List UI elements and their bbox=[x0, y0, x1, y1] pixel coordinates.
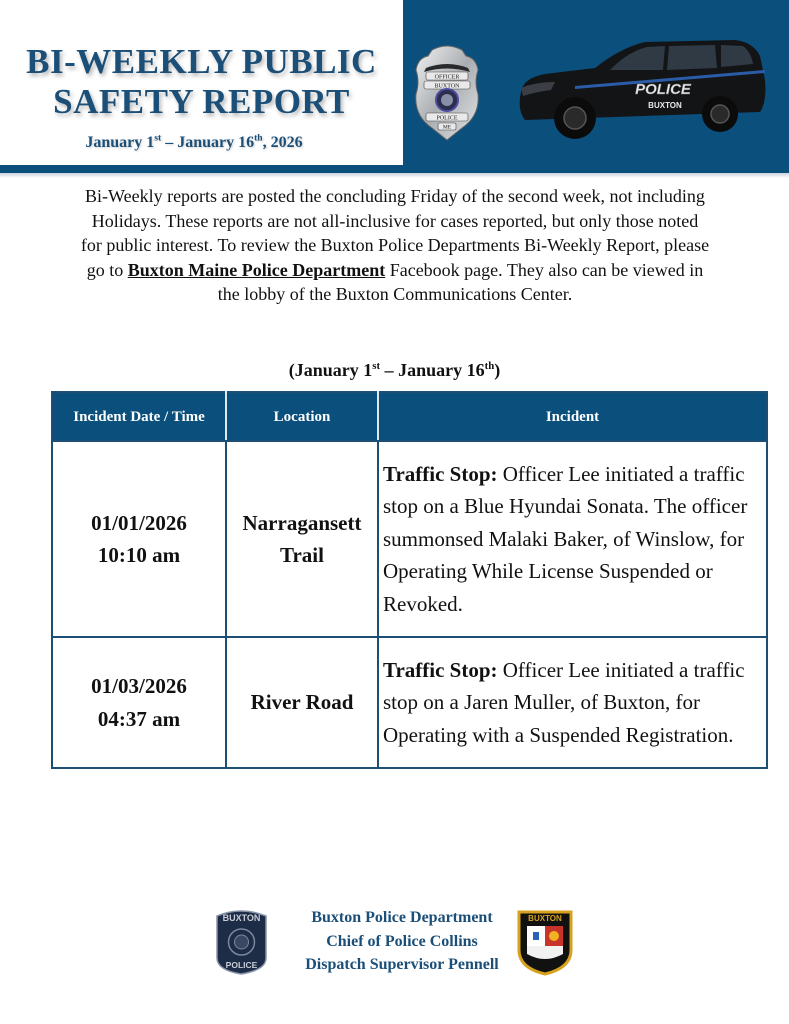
incident-text: Officer Lee initiated a traffic stop on a Blue Hyundai Sonata. The officer summonsed Malaki Baker, of Winslow, for Operating While License Suspended or Revoked. bbox=[383, 461, 748, 616]
table-date-range-heading bbox=[0, 360, 789, 381]
footer-signature bbox=[282, 906, 522, 977]
title-line-1: BI-WEEKLY PUBLIC bbox=[26, 42, 377, 81]
range-end-suffix: th bbox=[484, 360, 495, 372]
column-header-incident: Incident bbox=[378, 392, 767, 441]
range-open: (January 1 bbox=[288, 360, 373, 380]
police-badge-icon bbox=[412, 42, 482, 142]
range-start-suffix: st bbox=[372, 360, 381, 372]
date-end: January 16 bbox=[177, 134, 255, 151]
table-header-row bbox=[52, 392, 767, 441]
footer-department: Buxton Police Department bbox=[311, 909, 493, 926]
intro-text: Bi-Weekly reports are posted the concluding Friday of the second week, not including Holidays. These reports are not all-inclusive for cases reported, but only those noted for public interest. To review the Buxton Police Departments Bi-Weekly Report, please go to bbox=[80, 186, 710, 280]
table-row bbox=[52, 441, 767, 637]
header-divider-band bbox=[0, 165, 789, 173]
page-title bbox=[0, 42, 403, 122]
incident-type: Traffic Stop: bbox=[383, 461, 498, 486]
svg-text:BUXTON: BUXTON bbox=[434, 83, 460, 90]
svg-text:POLICE: POLICE bbox=[436, 115, 458, 122]
footer-chief: Chief of Police Collins bbox=[326, 932, 478, 950]
intro-paragraph bbox=[80, 184, 710, 307]
buxton-police-patch-icon bbox=[213, 906, 270, 976]
incident-date-time-cell bbox=[52, 441, 226, 637]
range-middle: – January 16 bbox=[380, 360, 485, 380]
header-shadow bbox=[0, 173, 789, 178]
incident-description bbox=[378, 637, 767, 768]
table-row bbox=[52, 637, 767, 768]
svg-text:POLICE: POLICE bbox=[635, 81, 691, 98]
svg-text:BUXTON: BUXTON bbox=[648, 101, 682, 110]
incident-date: 01/01/2026 bbox=[91, 510, 187, 535]
svg-text:POLICE: POLICE bbox=[225, 960, 258, 970]
footer-dispatch-supervisor: Dispatch Supervisor Pennell bbox=[305, 956, 499, 973]
incident-time: 04:37 am bbox=[97, 706, 181, 731]
facebook-page-link[interactable]: Buxton Maine Police Department bbox=[127, 259, 386, 280]
title-line-2: SAFETY REPORT bbox=[53, 82, 350, 121]
date-end-suffix: th bbox=[254, 132, 263, 144]
incident-text: Officer Lee initiated a traffic stop on a Jaren Muller, of Buxton, for Operating with a Suspended Registration. bbox=[383, 657, 745, 747]
date-start: January 1 bbox=[85, 134, 155, 151]
badge-officer-text: OFFICER bbox=[434, 74, 460, 81]
column-header-date-time: Incident Date / Time bbox=[52, 392, 226, 441]
incident-location: Narragansett Trail bbox=[226, 441, 378, 637]
date-year: , 2026 bbox=[262, 134, 303, 151]
incident-location: River Road bbox=[226, 637, 378, 768]
incident-table bbox=[51, 391, 768, 769]
date-separator: – bbox=[161, 134, 178, 151]
incident-type: Traffic Stop: bbox=[383, 657, 498, 682]
police-car-icon bbox=[515, 30, 770, 145]
report-date-range bbox=[0, 134, 388, 152]
incident-time: 10:10 am bbox=[97, 543, 181, 567]
column-header-location: Location bbox=[226, 392, 378, 441]
range-close: ) bbox=[494, 360, 501, 380]
svg-text:BUXTON: BUXTON bbox=[222, 913, 261, 923]
intro-text-end: Facebook page. They also can be viewed in the lobby of the Buxton Communications Center. bbox=[217, 259, 704, 304]
svg-text:BUXTON: BUXTON bbox=[528, 914, 562, 923]
incident-date-time-cell bbox=[52, 637, 226, 768]
incident-date: 01/03/2026 bbox=[91, 674, 187, 698]
buxton-emergency-patch-icon bbox=[515, 906, 575, 976]
svg-text:ME: ME bbox=[442, 124, 452, 131]
date-start-suffix: st bbox=[154, 132, 162, 144]
incident-description bbox=[378, 441, 767, 637]
